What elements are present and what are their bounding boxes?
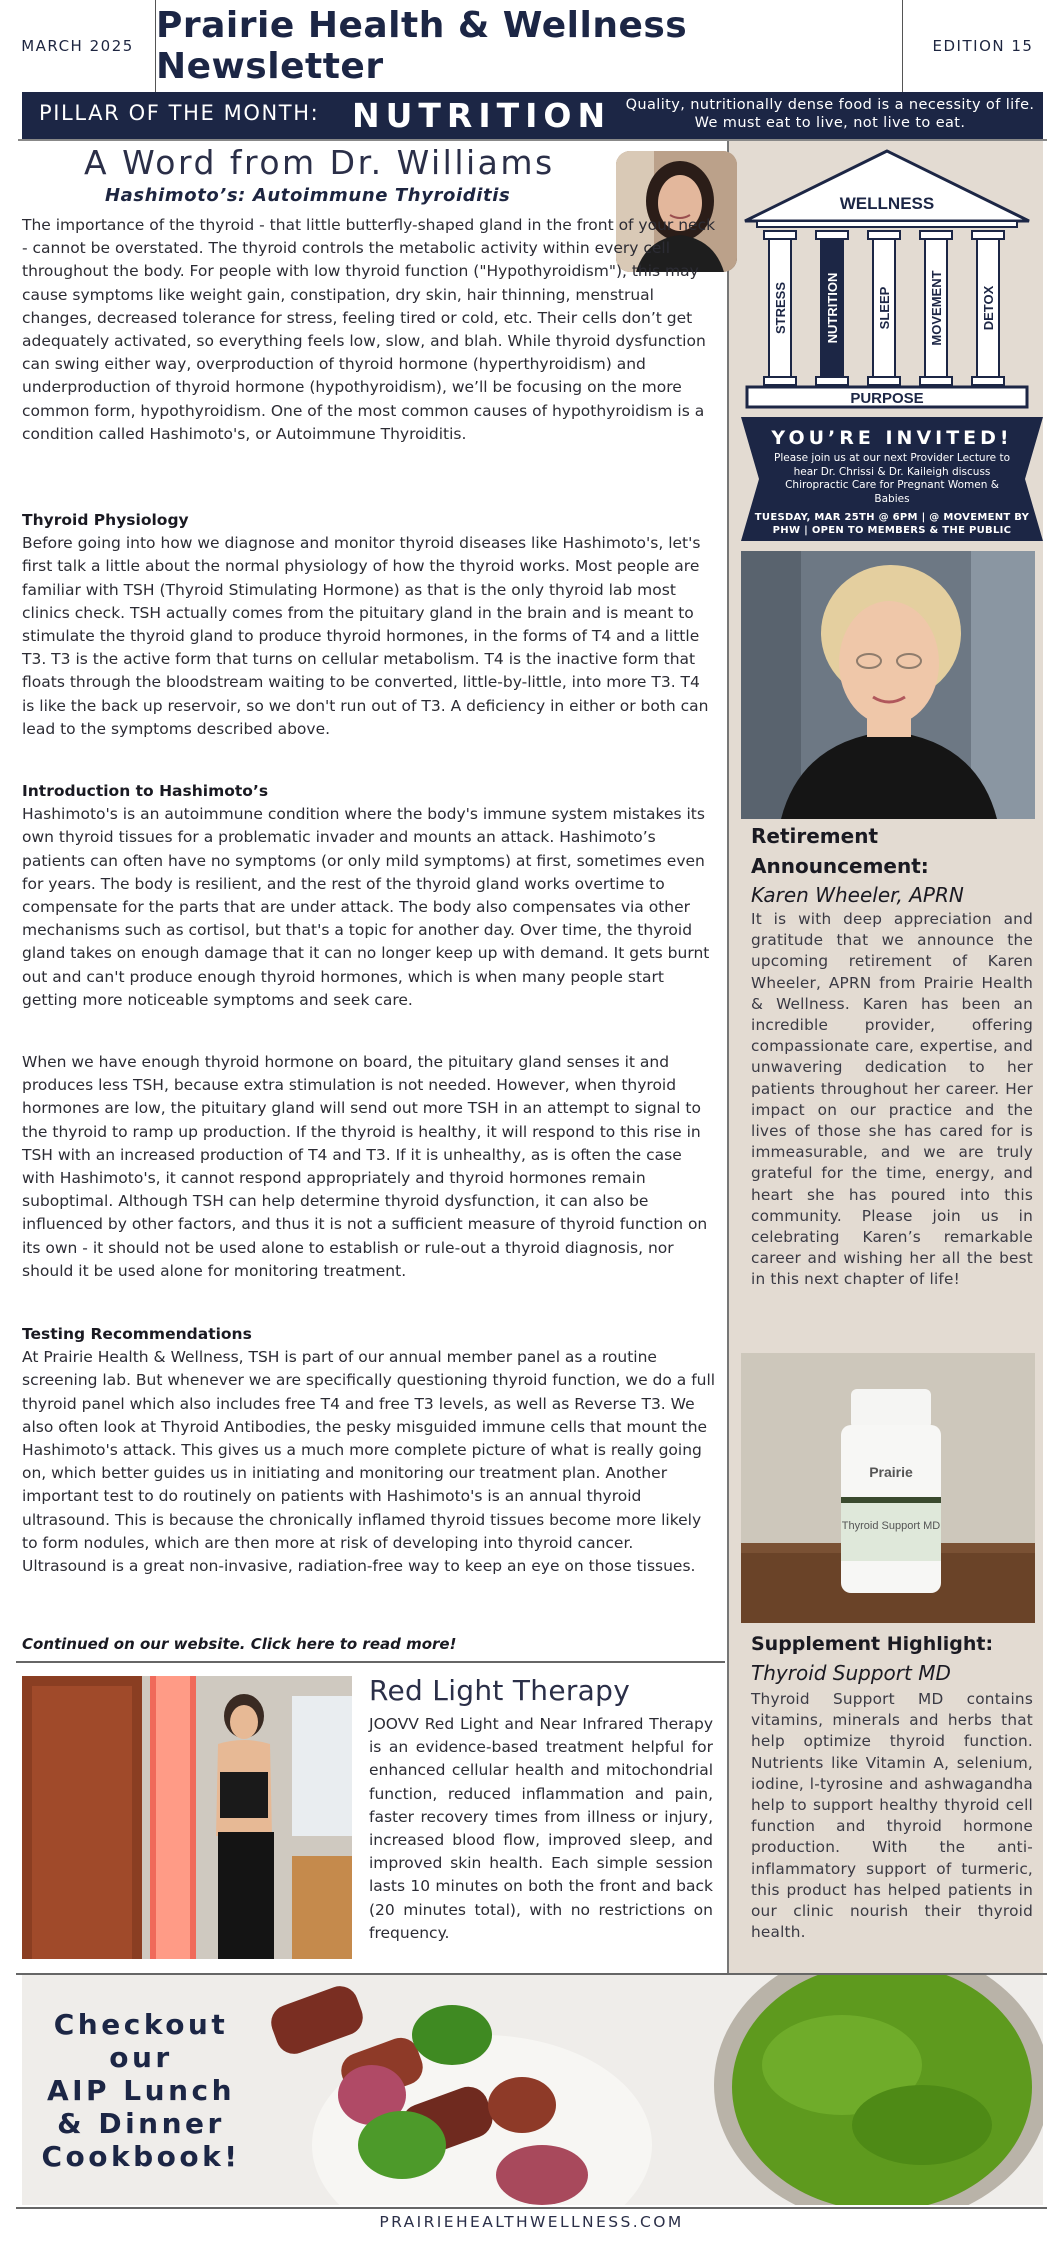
pillar-column-detox (972, 231, 1004, 385)
cookbook-callout[interactable]: Checkout our AIP Lunch & Dinner Cookbook! (41, 2007, 241, 2173)
red-light-therapy-photo (22, 1676, 352, 1959)
pillars-base-label: PURPOSE (850, 390, 924, 407)
testing-heading: Testing Recommendations (22, 1325, 252, 1343)
sidebar (727, 141, 1043, 1973)
red-light-title: Red Light Therapy (369, 1674, 631, 1707)
pillar-label: PILLAR OF THE MONTH: (39, 101, 320, 125)
pillars-roof-label: WELLNESS (839, 194, 935, 213)
svg-text:NUTRITION: NUTRITION (825, 272, 840, 344)
hashimoto-text: Hashimoto's is an autoimmune condition where the body's immune system mistakes its own thyroid tissues for a problematic invader and mounts an attack. Hashimoto’s patients can often have no symptoms (or only mild symptoms) at first, sometimes even for years. The body is resilient, and the rest of the thyroid gland works overtime to compensate for the parts that are under attack. The body also compensates via other mechanisms such as cortisol, but that's a topic for another day. Over time, the thyroid gland takes on enough damage that it can no longer keep up with demand. It gets burnt out and can't produce enough thyroid hormones, which is when many people start getting more noticeable symptoms and seek care. (22, 805, 710, 1009)
retirement-text: It is with deep appreciation and gratitude that we announce the upcoming retirement of Karen Wheeler, APRN from Prairie Health & Wellness. Karen has been an incredible provider, offering compassionate care, expertise, and unwavering dedication to her patients throughout her career. Her impact on our practice and the lives of those she has cared for is immeasurable, and we are truly grateful for the time, energy, and heart she has poured into this community. Please join us in celebrating Karen’s remarkable career and wishing her all the best in this next chapter of life! (751, 910, 1033, 1289)
svg-text:Prairie: Prairie (869, 1464, 913, 1480)
physiology-text: Before going into how we diagnose and monitor thyroid diseases like Hashimoto's, let's first talk a little about the normal physiology of how the thyroid works. Most people are familiar with TSH (Thyroid Stimulating Hormone) as that is the only thyroid lab most clinics check. TSH actually comes from the pituitary gland in the brain and is meant to stimulate the thyroid gland to produce thyroid hormones, in the forms of T4 and a little T3. T3 is the active form that turns on cellular metabolism. T4 is the inactive form that floats through the bloodstream waiting to be converted, little-by-little, into more T3. T4 is like the back up reservoir, so we don't run out of T3. A deficiency in either or both can lead to the symptoms described above. (22, 534, 709, 738)
svg-text:STRESS: STRESS (773, 281, 788, 335)
invite-body: Please join us at our next Provider Lecture to hear Dr. Chrissi & Dr. Kaileigh discuss Chiropractic Care for Pregnant Women & Babies (774, 452, 1011, 505)
supplement-title: Supplement Highlight: (751, 1633, 994, 1655)
retirement-name: Karen Wheeler, APRN (751, 883, 964, 907)
svg-text:MOVEMENT: MOVEMENT (929, 270, 944, 346)
karen-wheeler-photo (741, 551, 1035, 819)
wellness-pillars-graphic (739, 147, 1035, 409)
pillar-column-movement (920, 231, 952, 385)
hashimoto-section (22, 780, 717, 1012)
retirement-title: Retirement Announcement: (751, 824, 929, 878)
lecture-invite-banner[interactable] (741, 417, 1043, 541)
divider (16, 2207, 1047, 2209)
edition-number: EDITION 15 (932, 37, 1034, 55)
invite-title: YOU’RE INVITED! (771, 427, 1013, 449)
svg-text:SLEEP: SLEEP (877, 286, 892, 330)
svg-text:Thyroid Support MD: Thyroid Support MD (841, 1520, 941, 1532)
pillar-quote: Quality, nutritionally dense food is a necessity of life. We must eat to live, not live to eat. (625, 97, 1035, 131)
physiology-heading: Thyroid Physiology (22, 511, 189, 529)
pillar-of-month-bar (22, 92, 1043, 139)
divider (16, 1661, 725, 1663)
physiology-section (22, 509, 717, 741)
svg-text:DETOX: DETOX (981, 285, 996, 331)
thyroid-support-bottle-photo (741, 1353, 1035, 1623)
article-intro: The importance of the thyroid - that little butterfly-shaped gland in the front of your neck - cannot be overstated. The thyroid controls the metabolic activity within every cell throughout the body. For people with low thyroid function ("Hypothyroidism"), this may cause symptoms like weight gain, constipation, dry skin, hair thinning, menstrual changes, decreased tolerance for stress, feeling tired or cold, etc. Their cells don’t get adequately activated, so everything feels low, slow, and blah. While thyroid dysfunction can swing either way, overproduction of thyroid hormone (hyperthyroidism) and underproduction of thyroid hormone (hypothyroidism), we’ll be focusing on the more common form, hypothyroidism. One of the most common causes of hypothyroidism is a condition called Hashimoto's, or Autoimmune Thyroiditis. (22, 216, 716, 443)
pillar-column-stress (764, 231, 796, 385)
supplement-text: Thyroid Support MD contains vitamins, minerals and herbs that help optimize thyroid function. Nutrients like Vitamin A, selenium, iodine, l-tyrosine and ashwagandha help to support healthy thyroid cell function and thyroid hormone production. With the anti-inflammatory support of turmeric, this product has helped patients in our clinic nourish their thyroid health. (751, 1690, 1033, 1942)
red-light-text: JOOVV Red Light and Near Infrared Therapy is an evidence-based treatment helpful for enhanced cellular health and mitochondrial function, reduced inflammation and pain, faster recovery times from illness or injury, increased blood flow, improved sleep, and improved skin health. Each simple session lasts 10 minutes on both the front and back (20 minutes total), with no restrictions on frequency. (369, 1715, 713, 1942)
masthead (0, 0, 1063, 92)
testing-text: At Prairie Health & Wellness, TSH is part of our annual member panel as a routine screening lab. But whenever we are specifically questioning thyroid function, we do a full thyroid panel which also includes free T4 and free T3 levels, as well as Reverse T3. We also often look at Thyroid Antibodies, the pesky misguided immune cells that mount the Hashimoto's attack. This gives us a much more complete picture of what is really going on, which better guides us in initiating and monitoring our treatment plan. Another important test to do routinely on patients with Hashimoto's is an annual thyroid ultrasound. This is because the chronically inflamed thyroid tissues become more likely to form nodules, which are then more at risk of developing into thyroid cancer. Ultrasound is a great non-invasive, radiation-free way to keep an eye on those tissues. (22, 1348, 716, 1576)
supplement-name: Thyroid Support MD (751, 1661, 951, 1685)
tsh-text: When we have enough thyroid hormone on board, the pituitary gland senses it and produces less TSH, because extra stimulation is not needed. However, when thyroid hormones are low, the pituitary gland will send out more TSH in an attempt to signal to the thyroid to ramp up production. If the thyroid is healthy, it will respond to this rise in TSH with an increased production of T4 and T3. If it is unhealthy, as is often the case with Hashimoto's, it cannot respond appropriately and thyroid hormones remain suboptimal. Although TSH can help determine thyroid dysfunction, it can also be influenced by other factors, and thus it is not a sufficient measure of thyroid function on its own - it should not be used alone to establish or rule-out a thyroid diagnosis, nor should it be used alone for monitoring treatment. (22, 1053, 708, 1280)
hashimoto-heading: Introduction to Hashimoto’s (22, 782, 269, 800)
article-subtitle: Hashimoto’s: Autoimmune Thyroiditis (105, 185, 511, 206)
website-url[interactable]: PRAIRIEHEALTHWELLNESS.COM (379, 2213, 684, 2231)
article-title: A Word from Dr. Williams (84, 143, 555, 182)
invite-details: TUESDAY, MAR 25TH @ 6PM | @ MOVEMENT BY PHW | OPEN TO MEMBERS & THE PUBLIC (754, 512, 1030, 536)
continued-link[interactable]: Continued on our website. Click here to read more! (22, 1635, 457, 1653)
issue-date: MARCH 2025 (21, 37, 134, 55)
pillar-name: NUTRITION (352, 96, 612, 135)
pillar-column-sleep (868, 231, 900, 385)
pillar-column-nutrition (816, 231, 848, 385)
testing-section (22, 1323, 717, 1578)
newsletter-title: Prairie Health & Wellness Newsletter (155, 0, 903, 92)
